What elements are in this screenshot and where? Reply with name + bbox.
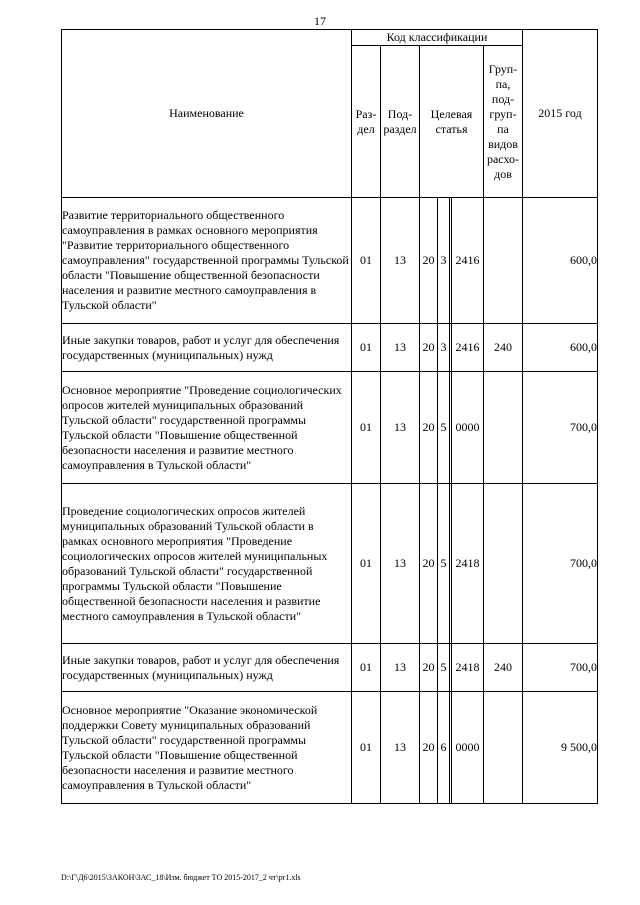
table-row — [62, 372, 598, 484]
row-target-subprogram: 5 — [438, 372, 450, 484]
row-name: Иные закупки товаров, работ и услуг для обеспечения государственных (муниципальных) нужд — [62, 644, 352, 692]
row-amount: 9 500,0 — [523, 692, 598, 804]
row-target-direction: 0000 — [452, 372, 484, 484]
row-expense-group — [484, 484, 523, 644]
row-target-direction: 2416 — [452, 324, 484, 372]
row-name: Проведение социологических опросов жителей муниципальных образований Тульской области в рамках основного мероприятия "Проведение социологических опросов жителей муниципальных образований Тульской области" государственной программы Тульской области "Повышение общественной безопасности населения и развитие местного самоуправления в Тульской области" — [62, 484, 352, 644]
row-target-direction: 2418 — [452, 644, 484, 692]
page-number: 17 — [314, 14, 326, 28]
row-target-subprogram: 6 — [438, 692, 450, 804]
row-amount: 700,0 — [523, 644, 598, 692]
row-target-subprogram: 3 — [438, 324, 450, 372]
row-amount: 700,0 — [523, 372, 598, 484]
header-classification: Код классификации — [352, 30, 523, 46]
row-section: 01 — [352, 372, 381, 484]
table-row — [62, 644, 598, 692]
row-amount: 700,0 — [523, 484, 598, 644]
row-section: 01 — [352, 198, 381, 324]
header-row-top — [62, 30, 598, 46]
row-name: Иные закупки товаров, работ и услуг для обеспечения государственных (муниципальных) нужд — [62, 324, 352, 372]
row-target-direction: 2418 — [452, 484, 484, 644]
row-name: Основное мероприятие "Оказание экономической поддержки Совету муниципальных образований Тульской области" государственной программы Тульской области "Повышение общественной безопасности населения и развитие местного самоуправления в Тульской области" — [62, 692, 352, 804]
row-subsection: 13 — [381, 324, 420, 372]
file-path-footer: D:\Г\Д6\2015\ЗАКОН\ЗАС_18\Изм. бюджет ТО 2015-2017_2 чт\pr1.xls — [61, 873, 301, 882]
row-target-direction: 2416 — [452, 198, 484, 324]
row-target-program: 20 — [420, 324, 438, 372]
row-amount: 600,0 — [523, 198, 598, 324]
header-target-article: Целевая статья — [420, 46, 484, 198]
row-target-program: 20 — [420, 198, 438, 324]
row-expense-group: 240 — [484, 324, 523, 372]
row-target-program: 20 — [420, 692, 438, 804]
table-row — [62, 692, 598, 804]
row-target-program: 20 — [420, 484, 438, 644]
row-target-subprogram: 5 — [438, 484, 450, 644]
row-section: 01 — [352, 644, 381, 692]
header-section: Раз- дел — [352, 46, 381, 198]
row-subsection: 13 — [381, 484, 420, 644]
header-subsection: Под- раздел — [381, 46, 420, 198]
row-expense-group — [484, 372, 523, 484]
row-target-program: 20 — [420, 372, 438, 484]
budget-table — [61, 29, 598, 804]
row-target-program: 20 — [420, 644, 438, 692]
row-section: 01 — [352, 324, 381, 372]
table-row — [62, 324, 598, 372]
row-section: 01 — [352, 484, 381, 644]
header-expense-group: Груп- па, под- груп- па видов расхо- дов — [484, 46, 523, 198]
row-subsection: 13 — [381, 198, 420, 324]
row-expense-group — [484, 692, 523, 804]
row-expense-group — [484, 198, 523, 324]
row-target-direction: 0000 — [452, 692, 484, 804]
row-name: Основное мероприятие "Проведение социологических опросов жителей муниципальных образований Тульской области" государственной программы Тульской области "Повышение общественной безопасности населения и развитие местного самоуправления в Тульской области" — [62, 372, 352, 484]
row-subsection: 13 — [381, 644, 420, 692]
row-expense-group: 240 — [484, 644, 523, 692]
row-name: Развитие территориального общественного самоуправления в рамках основного мероприятия "Развитие территориального общественного самоуправления" государственной программы Тульской области "Повышение общественной безопасности населения и развитие местного самоуправления в Тульской области" — [62, 198, 352, 324]
row-target-subprogram: 3 — [438, 198, 450, 324]
row-amount: 600,0 — [523, 324, 598, 372]
row-subsection: 13 — [381, 692, 420, 804]
row-subsection: 13 — [381, 372, 420, 484]
row-target-subprogram: 5 — [438, 644, 450, 692]
header-name: Наименование — [62, 30, 352, 198]
row-section: 01 — [352, 692, 381, 804]
header-year: 2015 год — [523, 30, 598, 198]
table-row — [62, 198, 598, 324]
table-row — [62, 484, 598, 644]
